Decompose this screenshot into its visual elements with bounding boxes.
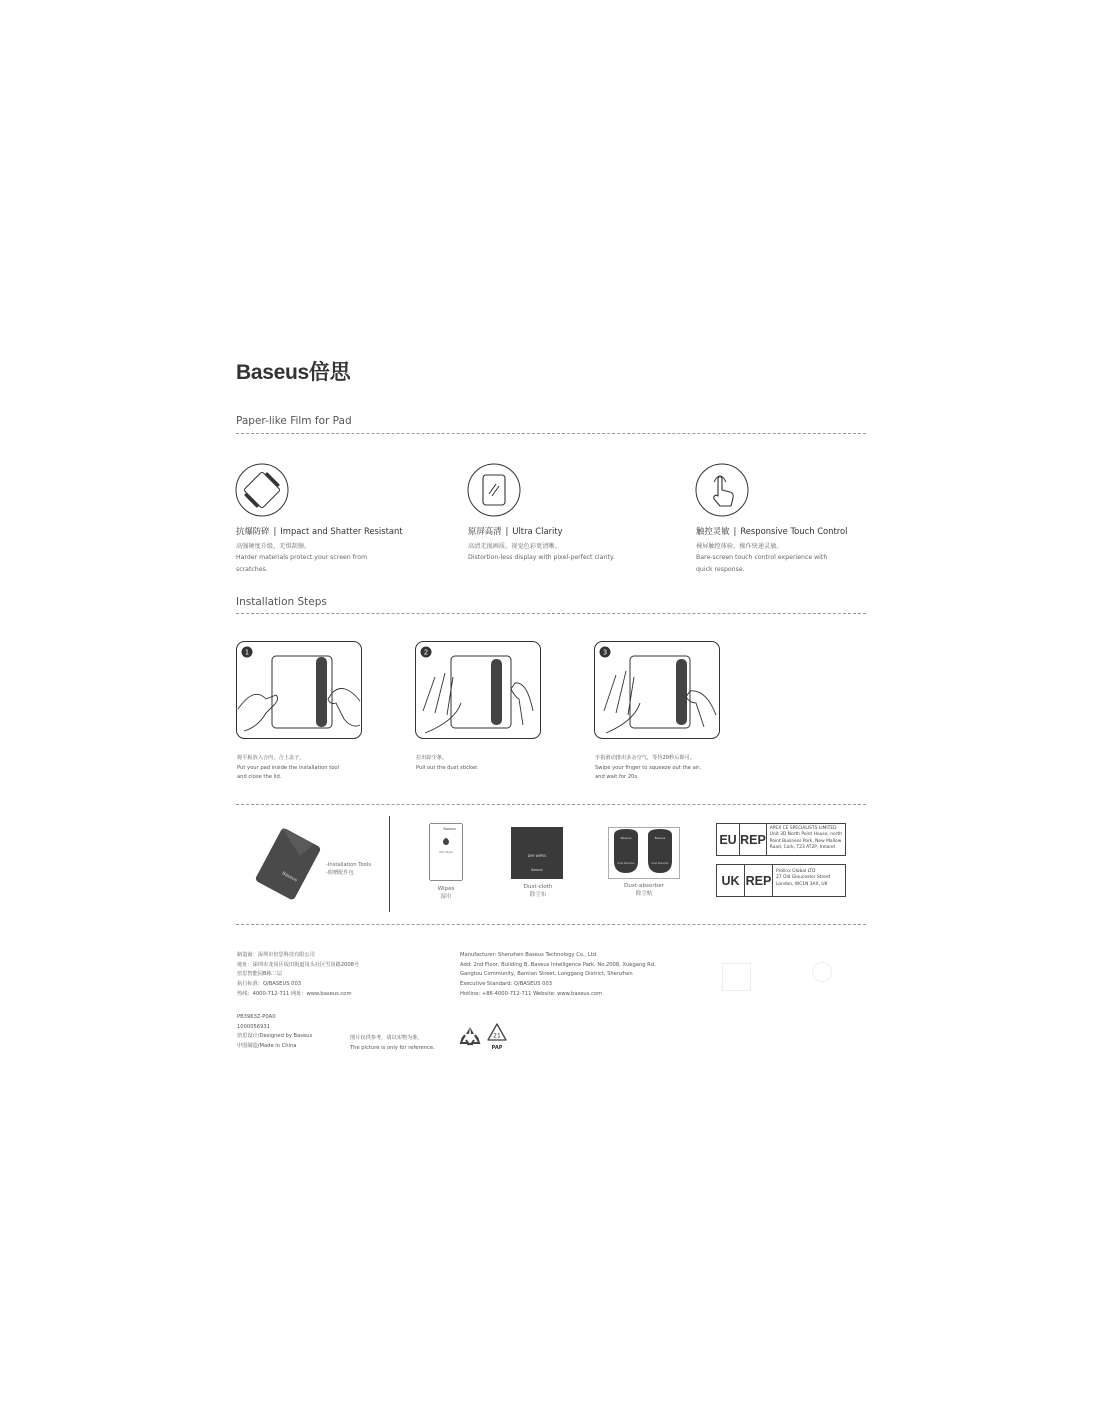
dust-cloth-label: Dust-cloth 除尘布 [523, 884, 553, 898]
divider-2 [236, 613, 866, 614]
wipes-brand: Baseus [443, 827, 456, 831]
logo-cn: 倍思 [308, 361, 351, 384]
footer-codes: PB3963Z-P0A0 1000056931 倍思设计/Designed by Baseus 中国制造/Made in China [237, 1014, 313, 1050]
feature-title-2: 原屏高清 | Ultra Clarity [468, 526, 563, 536]
shield-tablet-icon [234, 462, 290, 518]
tool-label: -Installation Tools -附赠配件包 [326, 862, 372, 876]
logo-en: Baseus [236, 361, 309, 384]
wipes-pack-icon [429, 823, 463, 881]
faint-barcode-placeholder [722, 963, 751, 991]
dust-absorber-pack-icon [608, 827, 680, 879]
footer-cn-info: 制造商：深圳市倍思科技有限公司 地址：深圳市龙岗区坂田街道岗头社区雪岗路2008号 倍思智能园B栋二层 执行标准：Q/BASEUS 003 热线：4000-712-711 网址：www.baseus.com [237, 952, 360, 997]
step-3-caption: 手指滑动排出多余空气，等待20秒后即可。 Swipe your finger to squeeze out the air, and wait for 20s. [595, 755, 702, 781]
installation-tool-pouch-icon [252, 822, 330, 900]
cloth-pack-text: DRY WIPES [527, 854, 547, 858]
step-1-number: 1 [244, 648, 250, 657]
absorber-brand-2: Baseus [654, 836, 666, 840]
pap-number: 21 [493, 1032, 501, 1040]
feature-desc-1: 高强硬度升级，无惧刮擦。 Harder materials protect your screen from scratches. [236, 543, 368, 573]
clear-screen-icon [466, 462, 522, 518]
eu-rep-box [716, 823, 846, 856]
package-divider [389, 816, 390, 912]
reference-note: 图片仅供参考，请以实物为准。 The picture is only for reference. [350, 1035, 435, 1051]
step-2-illustration [415, 641, 541, 739]
dust-cloth-pack-icon [511, 827, 563, 879]
eu-code: EU [717, 824, 740, 855]
pap-label: PAP [491, 1045, 503, 1051]
tool-brand: Baseus [281, 871, 298, 884]
wipes-label: Wipes 湿巾 [437, 886, 455, 900]
touch-hand-icon [694, 462, 750, 518]
recycle-icon [459, 1025, 481, 1047]
feature-title-1: 抗爆防碎 | Impact and Shatter Resistant [236, 526, 403, 536]
feature-title-3: 触控灵敏 | Responsive Touch Control [696, 526, 848, 536]
feature-desc-2: 高清无损画质，视觉色彩更清晰。 Distortion-less display with pixel-perfect clarity. [468, 543, 615, 562]
eu-rep-address: APEX CE SPECIALISTS LIMITED Unit 3D North Point House, north Point Business Park, New Mallow Road, Cork, T23 AT2P, Ireland [769, 826, 842, 851]
dust-absorber-label: Dust-absorber 除尘贴 [624, 883, 664, 897]
step-1-illustration [236, 641, 362, 739]
wipes-pack-text: Wet Wipes [439, 851, 453, 854]
brand-logo [236, 356, 350, 386]
divider-4 [236, 924, 866, 925]
divider-3 [236, 804, 866, 805]
step-3-number: 3 [602, 648, 608, 657]
absorber-pack-text-1: Dust Absorber [617, 862, 635, 865]
step-3-illustration [594, 641, 720, 739]
absorber-pack-text-2: Dust Absorber [651, 862, 669, 865]
divider-1 [236, 433, 866, 434]
cloth-brand: Baseus [531, 868, 543, 872]
installation-title: Installation Steps [236, 596, 327, 608]
step-2-number: 2 [423, 648, 429, 657]
uk-rep-box [716, 864, 846, 897]
pap-recycle-icon [486, 1022, 508, 1052]
step-2-caption: 拉出除尘条。 Pull out the dust sticker. [416, 755, 479, 771]
product-title: Paper-like Film for Pad [236, 415, 352, 427]
eu-rep-label: REP [740, 824, 767, 855]
uk-code: UK [717, 865, 745, 896]
absorber-brand: Baseus [620, 836, 632, 840]
step-1-caption: 将平板放入合内，合上盖子。 Put your pad inside the installation tool and close the lid. [237, 755, 340, 781]
uk-rep-address: Prolinx Global LTD 27 Old Gloucester Street London, WC1N 3AX, UK [776, 869, 831, 887]
uk-rep-label: REP [745, 865, 773, 896]
faint-certification-mark [812, 962, 832, 982]
feature-desc-3: 裸屏触控体验，操作快速灵敏。 Bare-screen touch control experience with quick response. [696, 543, 828, 573]
footer-en-info: Manufacturer: Shenzhen Baseus Technology Co., Ltd. Add: 2nd Floor, Building B, Baseus Intelligence Park, No.2008, Xuegang Rd, Gangtou Community, Bantian Street, Longgang District, Shenzhen Executive Standard: Q/BASEUS 003 Hotline: +86-4000-712-711 Website: www.baseus.com [460, 952, 656, 997]
